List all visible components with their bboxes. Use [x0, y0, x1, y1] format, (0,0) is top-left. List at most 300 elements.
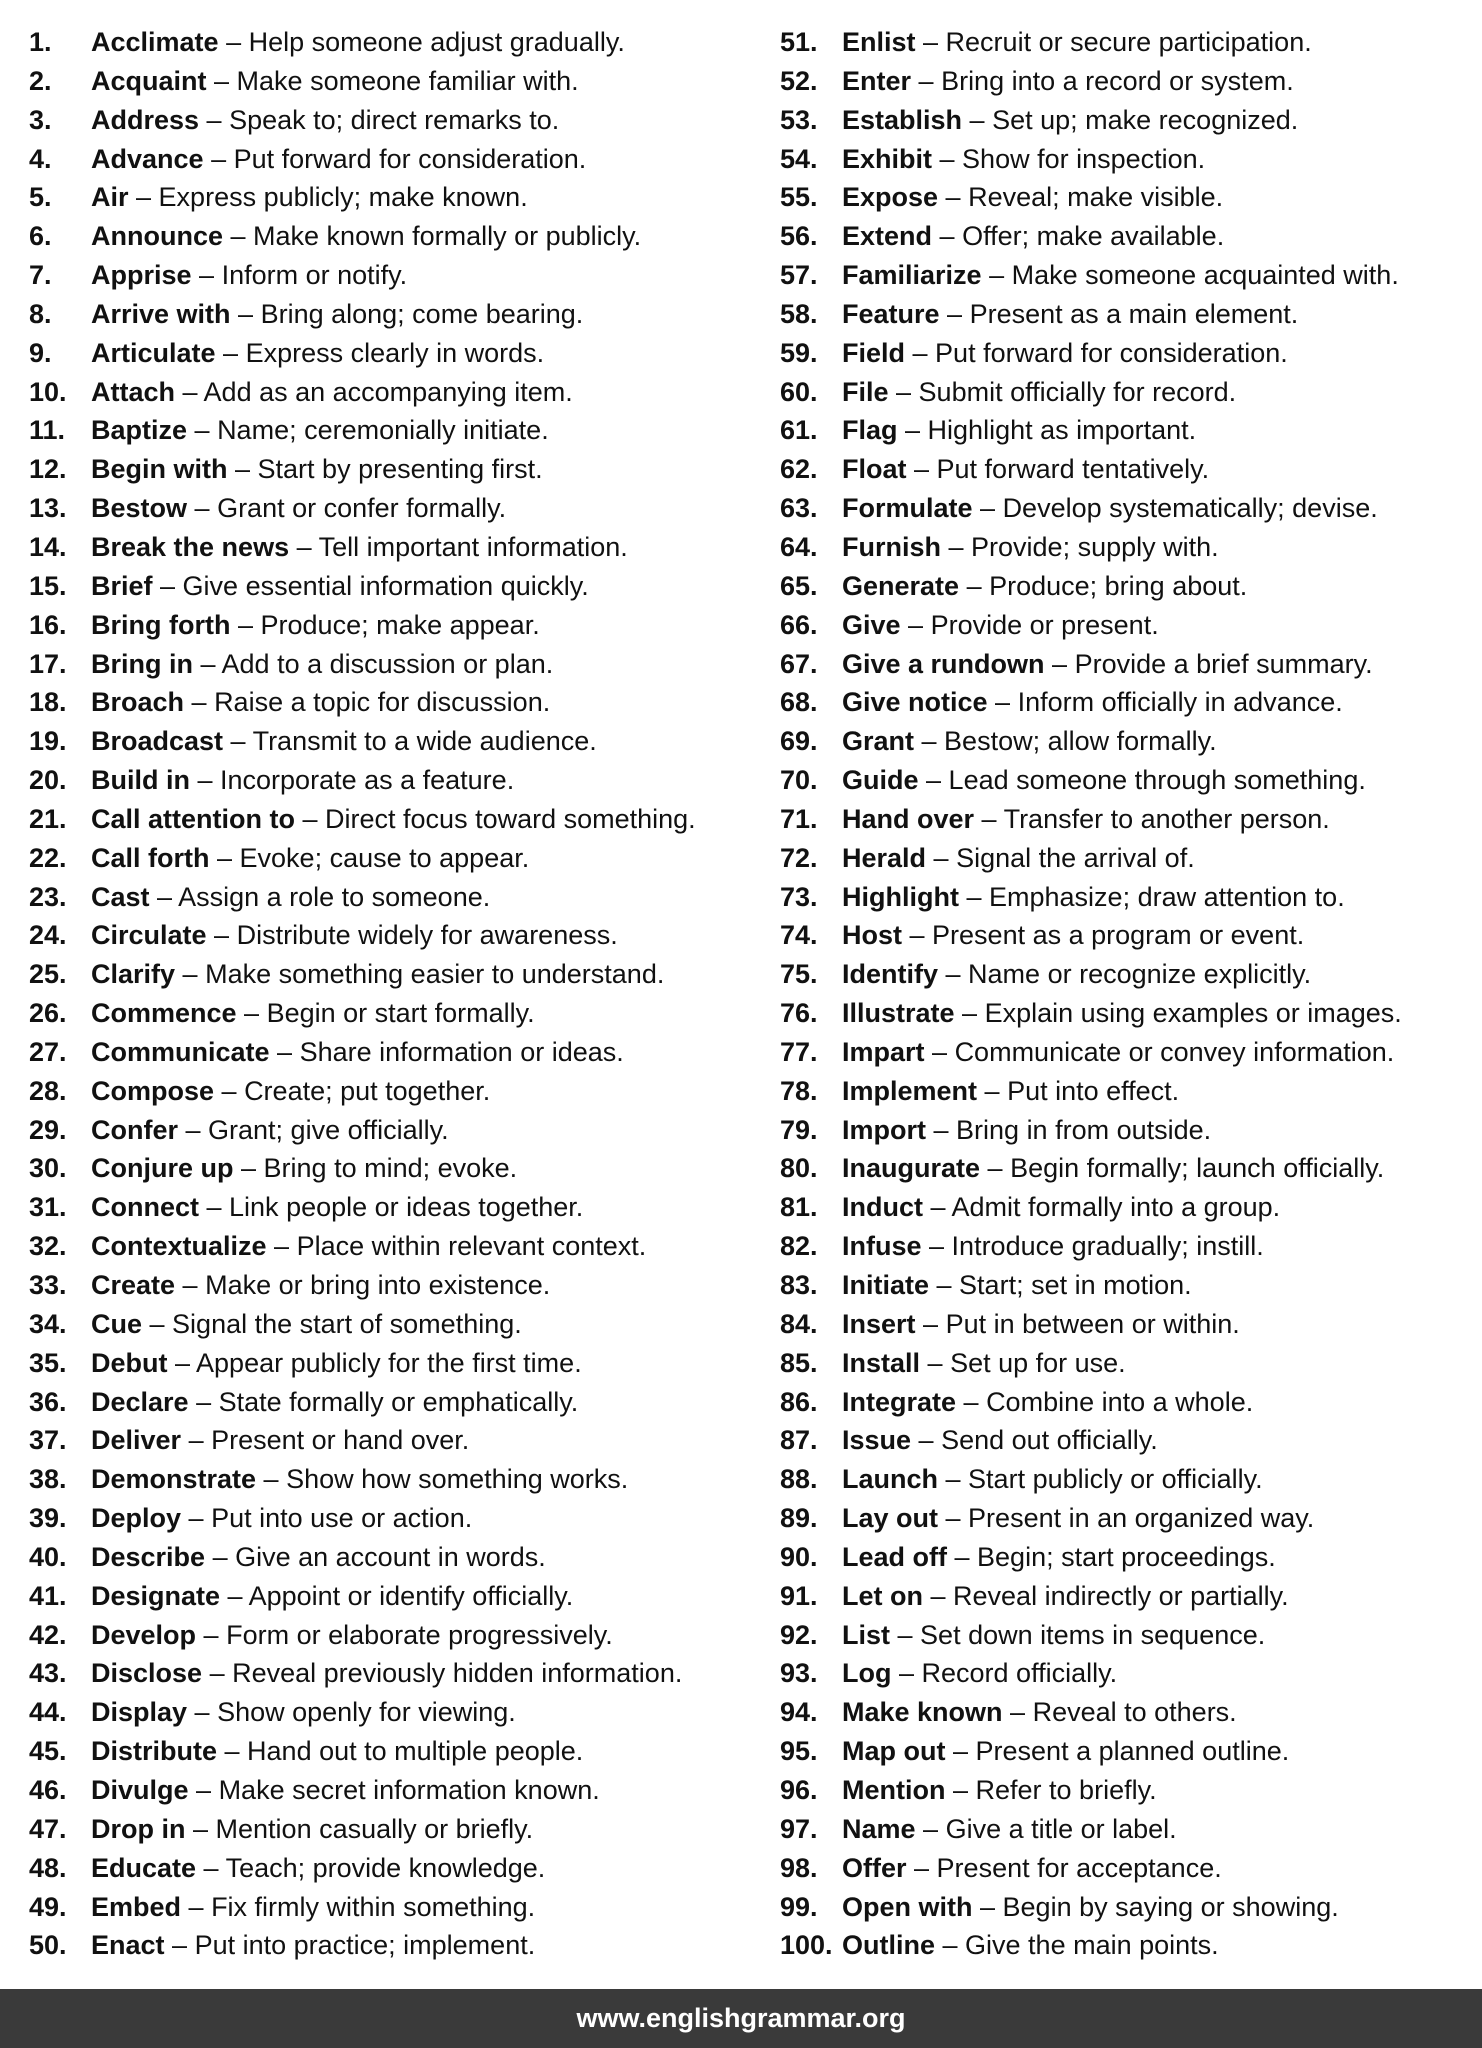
list-item — [780, 1383, 1480, 1422]
item-separator: – — [926, 842, 957, 873]
item-number: 53. — [780, 104, 818, 135]
item-definition: Present a planned outline. — [975, 1736, 1290, 1767]
item-term: Baptize — [91, 415, 188, 446]
item-number: 21. — [29, 803, 67, 834]
item-definition: Make someone familiar with. — [236, 65, 579, 96]
item-number: 32. — [29, 1231, 67, 1262]
item-number: 20. — [29, 765, 67, 796]
item-term: Generate — [842, 570, 960, 601]
item-separator: – — [935, 1930, 966, 1961]
list-item — [29, 722, 759, 761]
item-number: 33. — [29, 1270, 67, 1300]
item-number: 26. — [29, 998, 67, 1029]
item-separator: – — [932, 143, 963, 174]
item-definition: Inform officially in advance. — [1017, 687, 1343, 718]
item-separator: – — [938, 1503, 969, 1534]
item-number: 54. — [780, 143, 818, 174]
item-term: Inaugurate — [842, 1153, 981, 1184]
item-term: Demonstrate — [91, 1464, 257, 1495]
item-definition: Make known formally or publicly. — [253, 221, 642, 252]
item-definition: Put forward for consideration. — [935, 337, 1288, 368]
item-separator: – — [181, 1503, 212, 1534]
item-definition: Provide a brief summary. — [1074, 648, 1373, 679]
item-definition: Give essential information quickly. — [182, 570, 589, 601]
item-term: Cast — [91, 881, 150, 912]
list-item — [780, 567, 1480, 606]
item-number: 69. — [780, 726, 818, 757]
list-item — [780, 1111, 1480, 1150]
item-number: 91. — [780, 1580, 818, 1611]
item-definition: Bring into a record or system. — [941, 65, 1294, 96]
item-separator: – — [223, 221, 254, 252]
list-item — [29, 1616, 759, 1655]
item-term: Call attention to — [91, 803, 295, 834]
list-item — [780, 1693, 1480, 1732]
item-definition: Emphasize; draw attention to. — [989, 881, 1345, 912]
item-definition: Signal the start of something. — [172, 1308, 522, 1339]
item-number: 11. — [29, 415, 66, 446]
item-separator: – — [911, 65, 942, 96]
item-number: 7. — [29, 260, 52, 291]
list-item — [29, 1149, 759, 1188]
list-item — [780, 1266, 1480, 1305]
item-definition: Produce; bring about. — [989, 570, 1248, 601]
item-separator: – — [924, 1036, 955, 1067]
list-item — [780, 1227, 1480, 1266]
item-separator: – — [220, 1580, 249, 1611]
item-number: 61. — [780, 415, 818, 446]
item-separator: – — [926, 1114, 957, 1145]
item-number: 48. — [29, 1852, 67, 1883]
item-definition: Place within relevant context. — [296, 1231, 647, 1262]
list-item — [780, 645, 1480, 684]
item-number: 12. — [29, 454, 67, 485]
item-definition: Start by presenting first. — [257, 454, 543, 485]
item-separator: – — [185, 1813, 216, 1844]
item-definition: Send out officially. — [941, 1425, 1158, 1456]
item-separator: – — [981, 260, 1012, 291]
item-definition: Form or elaborate progressively. — [226, 1619, 613, 1650]
item-separator: – — [915, 1308, 946, 1339]
item-separator: – — [980, 1153, 1011, 1184]
item-definition: Bring to mind; evoke. — [263, 1153, 518, 1184]
item-definition: Highlight as important. — [927, 415, 1197, 446]
item-term: Enact — [91, 1930, 165, 1961]
item-definition: Reveal previously hidden information. — [232, 1658, 683, 1689]
list-item — [29, 955, 759, 994]
item-term: Feature — [842, 298, 940, 329]
item-separator: – — [196, 1619, 227, 1650]
item-term: Log — [842, 1658, 892, 1689]
item-term: Advance — [91, 143, 204, 174]
item-separator: – — [972, 493, 1003, 524]
list-item — [780, 1771, 1480, 1810]
list-item — [780, 62, 1480, 101]
item-number: 51. — [780, 27, 818, 57]
item-definition: Start publicly or officially. — [968, 1464, 1263, 1495]
list-item — [29, 1266, 759, 1305]
item-definition: Show openly for viewing. — [217, 1697, 516, 1728]
item-term: List — [842, 1619, 891, 1650]
list-item — [29, 373, 759, 412]
item-number: 90. — [780, 1541, 818, 1572]
list-item — [780, 23, 1480, 62]
list-item — [29, 101, 759, 140]
item-definition: Put into use or action. — [211, 1503, 473, 1534]
list-item — [29, 295, 759, 334]
item-separator: – — [920, 1347, 951, 1378]
list-item — [29, 140, 759, 179]
item-separator: – — [175, 376, 204, 407]
list-item — [780, 1344, 1480, 1383]
item-definition: Develop systematically; devise. — [1002, 493, 1378, 524]
item-term: Bring forth — [91, 609, 231, 640]
item-separator: – — [947, 1541, 978, 1572]
item-number: 79. — [780, 1114, 818, 1145]
item-number: 92. — [780, 1619, 818, 1650]
item-definition: Present as a main element. — [969, 298, 1299, 329]
item-term: Establish — [842, 104, 963, 135]
item-definition: Add as an accompanying item. — [203, 376, 573, 407]
item-separator: – — [215, 337, 246, 368]
item-separator: – — [233, 1153, 264, 1184]
list-item — [780, 878, 1480, 917]
list-item — [29, 489, 759, 528]
item-definition: Begin by saying or showing. — [1002, 1891, 1339, 1922]
item-number: 44. — [29, 1697, 67, 1728]
item-number: 42. — [29, 1619, 67, 1650]
item-number: 16. — [29, 609, 67, 640]
item-separator: – — [184, 687, 215, 718]
item-number: 56. — [780, 221, 818, 252]
item-definition: Make something easier to understand. — [205, 959, 665, 990]
item-separator: – — [962, 104, 993, 135]
item-definition: Help someone adjust gradually. — [248, 27, 625, 57]
item-definition: Bestow; allow formally. — [944, 726, 1217, 757]
list-item — [29, 1499, 759, 1538]
item-definition: Put forward for consideration. — [233, 143, 587, 174]
item-term: Give notice — [842, 687, 988, 718]
item-definition: Inform or notify. — [221, 260, 408, 291]
item-definition: Present in an organized way. — [968, 1503, 1315, 1534]
item-separator: – — [891, 1658, 922, 1689]
item-number: 29. — [29, 1114, 67, 1145]
item-definition: Grant or confer formally. — [217, 493, 507, 524]
item-separator: – — [269, 1036, 300, 1067]
item-separator: – — [175, 959, 206, 990]
item-term: Issue — [842, 1425, 912, 1456]
item-separator: – — [187, 1697, 218, 1728]
item-term: Communicate — [91, 1036, 270, 1067]
item-number: 5. — [29, 182, 52, 213]
list-item — [780, 450, 1480, 489]
item-term: Address — [91, 104, 200, 135]
item-separator: – — [218, 27, 249, 57]
item-term: Insert — [842, 1308, 916, 1339]
list-item — [780, 1305, 1480, 1344]
item-separator: – — [227, 454, 258, 485]
item-number: 8. — [29, 298, 52, 329]
item-definition: Share information or ideas. — [299, 1036, 624, 1067]
item-term: Display — [91, 1697, 188, 1728]
item-definition: Raise a topic for discussion. — [214, 687, 551, 718]
item-number: 25. — [29, 959, 67, 990]
list-item — [29, 1111, 759, 1150]
list-item — [780, 1460, 1480, 1499]
item-definition: Mention casually or briefly. — [215, 1813, 534, 1844]
item-number: 72. — [780, 842, 818, 873]
item-term: Contextualize — [91, 1231, 267, 1262]
item-number: 71. — [780, 803, 818, 834]
item-term: Conjure up — [91, 1153, 234, 1184]
item-number: 78. — [780, 1075, 818, 1106]
item-separator: – — [199, 104, 230, 135]
item-number: 83. — [780, 1270, 818, 1300]
list-item — [29, 1810, 759, 1849]
list-item — [29, 1305, 759, 1344]
item-number: 4. — [29, 143, 52, 174]
item-separator: – — [164, 1930, 195, 1961]
item-term: Import — [842, 1114, 926, 1145]
item-number: 39. — [29, 1503, 67, 1534]
item-term: Create — [91, 1270, 176, 1300]
item-separator: – — [888, 376, 919, 407]
item-term: Implement — [842, 1075, 978, 1106]
item-number: 23. — [29, 881, 67, 912]
item-term: Guide — [842, 765, 919, 796]
item-number: 88. — [780, 1464, 818, 1495]
item-separator: – — [929, 1270, 960, 1300]
item-term: Open with — [842, 1891, 973, 1922]
item-number: 55. — [780, 182, 818, 213]
item-term: Circulate — [91, 920, 207, 951]
item-definition: Show for inspection. — [962, 143, 1206, 174]
list-item — [29, 1188, 759, 1227]
item-definition: Bring along; come bearing. — [260, 298, 584, 329]
list-item — [29, 1344, 759, 1383]
item-separator: – — [223, 726, 253, 757]
item-definition: Recruit or secure participation. — [945, 27, 1312, 57]
list-item — [780, 955, 1480, 994]
item-separator: – — [178, 1114, 209, 1145]
item-separator: – — [152, 570, 183, 601]
item-number: 18. — [29, 687, 67, 718]
item-number: 43. — [29, 1658, 67, 1689]
list-item — [780, 256, 1480, 295]
item-separator: – — [915, 27, 946, 57]
item-term: Build in — [91, 765, 190, 796]
list-item — [29, 23, 759, 62]
item-separator: – — [1044, 648, 1075, 679]
item-term: Furnish — [842, 531, 941, 562]
item-separator: – — [230, 609, 261, 640]
item-definition: Present as a program or event. — [932, 920, 1305, 951]
list-item — [780, 761, 1480, 800]
item-term: Bring in — [91, 648, 193, 679]
item-separator: – — [914, 726, 945, 757]
item-number: 73. — [780, 881, 818, 912]
item-definition: Give an account in words. — [235, 1541, 546, 1572]
item-term: Deploy — [91, 1503, 182, 1534]
list-item — [29, 1926, 759, 1965]
item-term: Give a rundown — [842, 648, 1045, 679]
item-term: Formulate — [842, 493, 973, 524]
item-definition: Refer to briefly. — [975, 1774, 1157, 1805]
item-separator: – — [939, 298, 970, 329]
item-term: Outline — [842, 1930, 935, 1961]
list-item — [29, 683, 759, 722]
item-definition: Reveal to others. — [1032, 1697, 1237, 1728]
item-separator: – — [209, 842, 240, 873]
list-item — [780, 1888, 1480, 1927]
item-separator: – — [236, 998, 267, 1029]
item-separator: – — [149, 881, 179, 912]
list-item — [780, 1926, 1480, 1965]
list-item — [780, 1577, 1480, 1616]
item-number: 24. — [29, 920, 67, 951]
item-definition: Teach; provide knowledge. — [225, 1852, 546, 1883]
item-term: Air — [91, 182, 129, 213]
item-number: 85. — [780, 1347, 818, 1378]
item-number: 3. — [29, 104, 52, 135]
item-number: 87. — [780, 1425, 818, 1456]
list-item — [29, 645, 759, 684]
item-number: 46. — [29, 1774, 67, 1805]
list-item — [780, 994, 1480, 1033]
item-separator: – — [142, 1308, 173, 1339]
list-item — [29, 1421, 759, 1460]
item-separator: – — [941, 531, 972, 562]
item-definition: Make someone acquainted with. — [1011, 260, 1399, 291]
item-number: 35. — [29, 1347, 67, 1378]
item-separator: – — [295, 803, 326, 834]
item-separator: – — [187, 493, 218, 524]
item-definition: Start; set in motion. — [959, 1270, 1192, 1300]
item-definition: State formally or emphatically. — [218, 1386, 579, 1417]
item-definition: Record officially. — [921, 1658, 1118, 1689]
item-term: Distribute — [91, 1736, 218, 1767]
list-item — [780, 528, 1480, 567]
item-number: 45. — [29, 1736, 67, 1767]
list-item — [780, 101, 1480, 140]
item-definition: Put in between or within. — [945, 1308, 1240, 1339]
item-definition: Begin formally; launch officially. — [1010, 1153, 1385, 1184]
item-number: 70. — [780, 765, 818, 796]
item-separator: – — [974, 803, 1004, 834]
item-term: Launch — [842, 1464, 939, 1495]
list-item — [29, 994, 759, 1033]
item-separator: – — [181, 1891, 212, 1922]
item-separator: – — [188, 1386, 219, 1417]
item-term: Familiarize — [842, 260, 982, 291]
item-definition: Add to a discussion or plan. — [221, 648, 554, 679]
item-term: Deliver — [91, 1425, 182, 1456]
item-definition: Set up for use. — [950, 1347, 1126, 1378]
item-separator: – — [193, 648, 222, 679]
item-separator: – — [196, 1852, 226, 1883]
item-separator: – — [266, 1231, 297, 1262]
item-separator: – — [918, 765, 949, 796]
list-item — [29, 62, 759, 101]
item-definition: Provide or present. — [930, 609, 1159, 640]
item-definition: Express publicly; make known. — [158, 182, 528, 213]
item-number: 57. — [780, 260, 818, 291]
item-term: File — [842, 376, 889, 407]
item-number: 2. — [29, 65, 52, 96]
item-definition: Grant; give officially. — [208, 1114, 449, 1145]
item-number: 81. — [780, 1192, 818, 1223]
list-item — [780, 683, 1480, 722]
item-separator: – — [230, 298, 261, 329]
item-definition: Incorporate as a feature. — [220, 765, 515, 796]
item-term: Connect — [91, 1192, 199, 1223]
item-number: 19. — [29, 726, 67, 757]
item-separator: – — [202, 1658, 233, 1689]
item-number: 49. — [29, 1891, 67, 1922]
item-separator: – — [956, 1386, 987, 1417]
item-number: 13. — [29, 493, 67, 524]
list-item — [780, 606, 1480, 645]
item-number: 37. — [29, 1425, 67, 1456]
item-term: Install — [842, 1347, 921, 1378]
item-number: 15. — [29, 570, 67, 601]
item-definition: Fix firmly within something. — [211, 1891, 536, 1922]
item-term: Confer — [91, 1114, 178, 1145]
item-separator: – — [900, 609, 931, 640]
item-term: Illustrate — [842, 998, 955, 1029]
list-item — [780, 140, 1480, 179]
item-separator: – — [923, 1192, 952, 1223]
list-item — [780, 1072, 1480, 1111]
item-term: Field — [842, 337, 906, 368]
item-definition: Direct focus toward something. — [325, 803, 696, 834]
item-definition: Give a title or label. — [945, 1813, 1177, 1844]
item-term: Declare — [91, 1386, 189, 1417]
item-term: Describe — [91, 1541, 206, 1572]
item-definition: Bring in from outside. — [956, 1114, 1212, 1145]
item-number: 62. — [780, 454, 818, 485]
item-term: Impart — [842, 1036, 925, 1067]
list-item — [29, 606, 759, 645]
item-number: 86. — [780, 1386, 818, 1417]
item-definition: Explain using examples or images. — [984, 998, 1402, 1029]
list-item — [29, 1227, 759, 1266]
word-list-right-column — [780, 23, 1480, 1965]
item-term: Grant — [842, 726, 915, 757]
item-term: Enter — [842, 65, 912, 96]
item-definition: Express clearly in words. — [245, 337, 545, 368]
item-term: Compose — [91, 1075, 215, 1106]
list-item — [29, 761, 759, 800]
item-number: 65. — [780, 570, 818, 601]
item-term: Extend — [842, 221, 933, 252]
item-number: 100. — [780, 1930, 833, 1961]
item-separator: – — [958, 881, 989, 912]
item-number: 50. — [29, 1930, 67, 1961]
item-definition: Link people or ideas together. — [229, 1192, 584, 1223]
list-item — [780, 411, 1480, 450]
item-separator: – — [199, 1192, 230, 1223]
item-term: Begin with — [91, 454, 228, 485]
item-definition: Produce; make appear. — [260, 609, 540, 640]
list-item — [780, 1810, 1480, 1849]
item-term: Integrate — [842, 1386, 957, 1417]
item-term: Call forth — [91, 842, 210, 873]
item-separator: – — [905, 337, 936, 368]
item-definition: Tell important information. — [318, 531, 628, 562]
item-separator: – — [897, 415, 928, 446]
item-definition: Put into practice; implement. — [194, 1930, 536, 1961]
